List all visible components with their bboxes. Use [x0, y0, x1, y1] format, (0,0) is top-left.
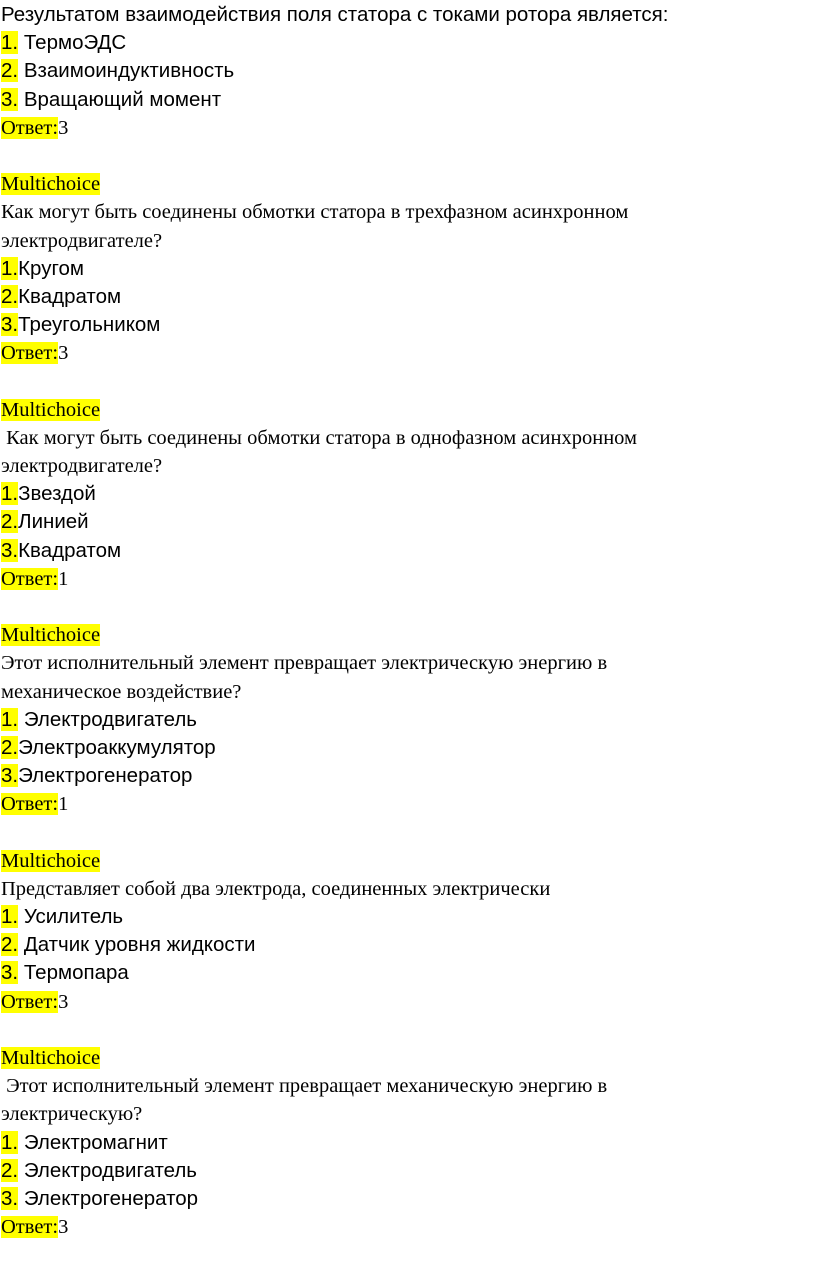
option-text: Взаимоиндуктивность	[23, 59, 235, 83]
option-text: Электродвигатель	[23, 1158, 197, 1182]
answer-option	[0, 537, 816, 565]
question-type-line	[0, 396, 816, 424]
answer-option	[0, 283, 816, 311]
question-type-tag: Multichoice	[1, 173, 101, 196]
question-block	[0, 367, 816, 593]
question-type-tag: Multichoice	[1, 849, 101, 872]
spacer	[0, 593, 816, 621]
option-number: 1.	[1, 1130, 19, 1154]
option-number: 2.	[1, 735, 19, 759]
answer-option	[0, 1157, 816, 1185]
question-block	[0, 818, 816, 1015]
option-number: 3.	[1, 313, 19, 337]
question-text: электродвигателе?	[1, 455, 163, 477]
option-number: 3.	[1, 538, 19, 562]
option-text: Датчик уровня жидкости	[23, 933, 256, 957]
option-text: Треугольником	[18, 313, 161, 337]
answer-value: 3	[58, 342, 69, 365]
spacer	[0, 818, 816, 846]
option-number: 3.	[1, 1186, 19, 1210]
option-number: 2.	[1, 59, 19, 83]
option-number: 2.	[1, 284, 19, 308]
option-text: Квадратом	[18, 284, 122, 308]
answer-option	[0, 29, 816, 57]
option-number: 3.	[1, 87, 19, 111]
answer-value: 1	[58, 793, 69, 816]
option-number: 1.	[1, 31, 19, 55]
question-text: Этот исполнительный элемент превращает электрическую энергию в	[1, 652, 608, 675]
answer-option	[0, 480, 816, 508]
option-text: Звездой	[18, 482, 96, 506]
question-text: Представляет собой два электрода, соединенных электрически	[1, 877, 551, 900]
answer-line	[0, 988, 816, 1016]
answer-line	[0, 339, 816, 367]
question-type-line	[0, 170, 816, 198]
answer-option	[0, 1185, 816, 1213]
option-number: 1.	[1, 482, 19, 506]
answer-label: Ответ:	[1, 342, 59, 365]
option-number: 3.	[1, 961, 19, 985]
answer-option	[0, 734, 816, 762]
question-text: электродвигателе?	[1, 229, 163, 252]
answer-line	[0, 114, 816, 142]
option-text: ТермоЭДС	[23, 31, 127, 55]
question-text: механическое воздействие?	[1, 680, 242, 703]
option-number: 2.	[1, 933, 19, 957]
option-number: 3.	[1, 764, 19, 788]
question-text: Результатом взаимодействия поля статора с токами ротора является:	[1, 3, 669, 26]
answer-option	[0, 959, 816, 987]
question-block	[0, 1, 816, 142]
question-block	[0, 1016, 816, 1242]
option-text: Термопара	[23, 961, 129, 985]
option-number: 1.	[1, 905, 19, 928]
option-text: Усилитель	[23, 905, 124, 928]
answer-option	[0, 1129, 816, 1157]
answer-option	[0, 311, 816, 339]
option-text: Квадратом	[18, 538, 122, 562]
answer-label: Ответ:	[1, 793, 59, 816]
answer-value: 1	[58, 567, 69, 590]
answer-option	[0, 57, 816, 85]
option-number: 2.	[1, 1158, 19, 1182]
option-text: Кругом	[18, 256, 84, 280]
answer-label: Ответ:	[1, 990, 59, 1013]
question-type-tag: Multichoice	[1, 624, 101, 647]
answer-line	[0, 1213, 816, 1241]
option-text: Вращающий момент	[23, 87, 222, 111]
answer-value: 3	[58, 1216, 69, 1239]
question-type-line	[0, 621, 816, 649]
answer-label: Ответ:	[1, 1216, 59, 1239]
question-type-line	[0, 847, 816, 875]
answer-line	[0, 790, 816, 818]
option-number: 1.	[1, 256, 19, 280]
question-type-tag: Multichoice	[1, 398, 101, 421]
answer-option	[0, 255, 816, 283]
question-type-tag: Multichoice	[1, 1046, 101, 1069]
question-block	[0, 593, 816, 819]
option-text: Электроаккумулятор	[18, 735, 216, 759]
answer-label: Ответ:	[1, 567, 59, 590]
answer-option	[0, 508, 816, 536]
answer-option	[0, 903, 816, 931]
question-block	[0, 142, 816, 368]
option-text: Электродвигатель	[23, 707, 197, 731]
option-text: Линией	[18, 510, 89, 534]
option-text: Электрогенератор	[23, 1186, 199, 1210]
answer-option	[0, 706, 816, 734]
answer-value: 3	[58, 990, 69, 1013]
question-text: электрическую?	[1, 1103, 143, 1126]
question-type-line	[0, 1044, 816, 1072]
answer-option	[0, 86, 816, 114]
question-text: Как могут быть соединены обмотки статора в трехфазном асинхронном	[1, 201, 629, 224]
answer-value: 3	[58, 116, 69, 139]
answer-option	[0, 931, 816, 959]
question-text: Как могут быть соединены обмотки статора в однофазном асинхронном	[1, 426, 638, 449]
option-text: Электромагнит	[23, 1130, 168, 1154]
spacer	[0, 367, 816, 395]
answer-option	[0, 762, 816, 790]
option-number: 2.	[1, 510, 19, 534]
answer-line	[0, 565, 816, 593]
spacer	[0, 142, 816, 170]
option-number: 1.	[1, 707, 19, 731]
answer-label: Ответ:	[1, 116, 59, 139]
option-text: Электрогенератор	[18, 764, 193, 788]
question-text: Этот исполнительный элемент превращает механическую энергию в	[1, 1075, 608, 1098]
spacer	[0, 1016, 816, 1044]
